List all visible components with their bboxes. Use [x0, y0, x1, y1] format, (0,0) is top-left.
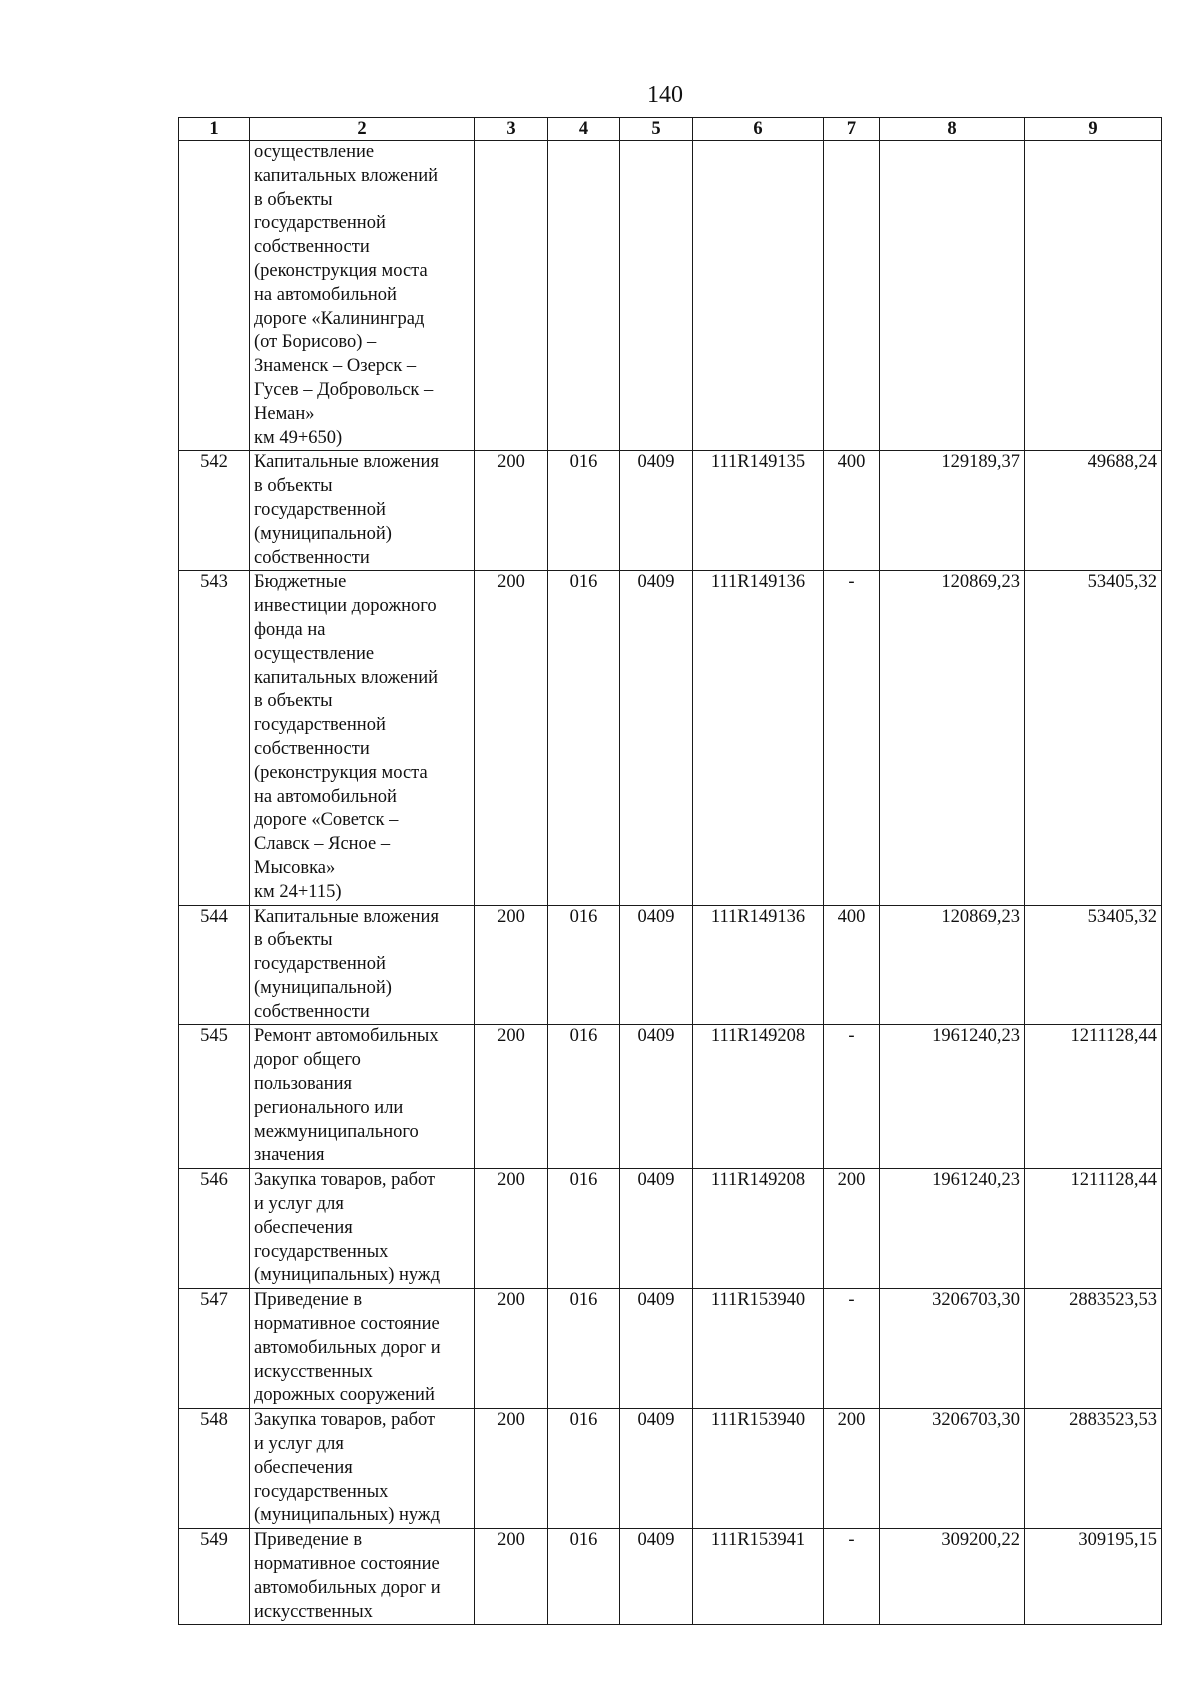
col-3-value: 200 — [475, 1409, 548, 1529]
row-name-line: капитальных вложений — [254, 667, 438, 688]
col-4-value: 016 — [548, 451, 620, 571]
col-6-value — [693, 141, 824, 451]
row-number: 549 — [179, 1529, 250, 1625]
col-5-value: 0409 — [620, 1025, 693, 1169]
col-6-value: 111R153940 — [693, 1409, 824, 1529]
col-6-value: 111R149208 — [693, 1025, 824, 1169]
row-name-line: в объекты — [254, 930, 333, 951]
row-name-line: осуществление — [254, 142, 375, 162]
table-header — [179, 118, 1162, 141]
row-name-line: государственной — [254, 499, 386, 520]
row-name-line: (реконструкция моста — [254, 762, 428, 783]
row-name-line: автомобильных дорог и — [254, 1337, 441, 1358]
col-3-value — [475, 141, 548, 451]
row-name-line: Капитальные вложения — [254, 452, 439, 473]
row-name — [250, 905, 475, 1025]
col-5-value: 0409 — [620, 451, 693, 571]
page-number: 140 — [647, 82, 683, 108]
table-row — [179, 1409, 1162, 1529]
row-number — [179, 141, 250, 451]
row-name-line: фонда на — [254, 619, 326, 640]
row-name-line: Приведение в — [254, 1290, 363, 1311]
table-row — [179, 571, 1162, 905]
header-col-6: 6 — [693, 118, 824, 141]
col-9-value: 1211128,44 — [1025, 1025, 1162, 1169]
col-8-value: 120869,23 — [880, 905, 1025, 1025]
row-name-line: значения — [254, 1145, 325, 1166]
row-name-line: пользования — [254, 1074, 353, 1095]
header-col-2: 2 — [250, 118, 475, 141]
col-7-value: 200 — [824, 1409, 880, 1529]
row-name-line: в объекты — [254, 189, 333, 210]
row-number: 546 — [179, 1169, 250, 1289]
col-9-value: 1211128,44 — [1025, 1169, 1162, 1289]
header-col-1: 1 — [179, 118, 250, 141]
row-name-line: и услуг для — [254, 1434, 344, 1455]
row-number: 547 — [179, 1289, 250, 1409]
row-name-line: искусственных — [254, 1601, 373, 1622]
row-name-line: нормативное состояние — [254, 1554, 440, 1575]
row-name-line: государственной — [254, 715, 386, 736]
row-name-line: Ремонт автомобильных — [254, 1026, 439, 1047]
col-3-value: 200 — [475, 905, 548, 1025]
col-4-value — [548, 141, 620, 451]
row-name-line: Знаменск – Озерск – — [254, 356, 417, 377]
col-9-value: 53405,32 — [1025, 571, 1162, 905]
row-name — [250, 141, 475, 451]
row-name-line: (от Борисово) – — [254, 332, 377, 353]
row-name-line: на автомобильной — [254, 786, 397, 807]
row-name-line: автомобильных дорог и — [254, 1577, 441, 1598]
col-3-value: 200 — [475, 451, 548, 571]
row-name — [250, 1025, 475, 1169]
header-col-9: 9 — [1025, 118, 1162, 141]
table-row — [179, 1289, 1162, 1409]
row-name-line: собственности — [254, 237, 370, 258]
row-name — [250, 451, 475, 571]
col-8-value — [880, 141, 1025, 451]
header-col-4: 4 — [548, 118, 620, 141]
row-name-line: Закупка товаров, работ — [254, 1410, 436, 1431]
col-8-value: 129189,37 — [880, 451, 1025, 571]
header-col-8: 8 — [880, 118, 1025, 141]
table-row — [179, 1529, 1162, 1625]
col-3-value: 200 — [475, 1289, 548, 1409]
col-6-value: 111R149136 — [693, 905, 824, 1025]
col-5-value — [620, 141, 693, 451]
col-3-value: 200 — [475, 1529, 548, 1625]
row-name-line: собственности — [254, 738, 370, 759]
col-8-value: 1961240,23 — [880, 1169, 1025, 1289]
row-name-line: Славск – Ясное – — [254, 834, 391, 855]
col-7-value: 200 — [824, 1169, 880, 1289]
row-name-line: в объекты — [254, 691, 333, 712]
col-4-value: 016 — [548, 1025, 620, 1169]
row-name-line: Закупка товаров, работ — [254, 1170, 436, 1191]
row-name — [250, 1529, 475, 1625]
col-4-value: 016 — [548, 1169, 620, 1289]
col-8-value: 309200,22 — [880, 1529, 1025, 1625]
table-row — [179, 1025, 1162, 1169]
row-name-line: межмуниципального — [254, 1121, 419, 1142]
row-name-line: дорожных сооружений — [254, 1385, 435, 1406]
col-7-value: - — [824, 1025, 880, 1169]
row-name-line: капитальных вложений — [254, 165, 438, 186]
col-5-value: 0409 — [620, 571, 693, 905]
col-5-value: 0409 — [620, 1289, 693, 1409]
budget-table — [178, 117, 1162, 1625]
col-4-value: 016 — [548, 571, 620, 905]
row-name-line: регионального или — [254, 1097, 404, 1118]
col-7-value: - — [824, 1529, 880, 1625]
row-name-line: км 24+115) — [254, 881, 342, 902]
col-6-value: 111R149208 — [693, 1169, 824, 1289]
col-6-value: 111R149135 — [693, 451, 824, 571]
row-name-line: собственности — [254, 1001, 370, 1022]
row-name-line: Неман» — [254, 403, 315, 424]
row-number: 543 — [179, 571, 250, 905]
row-name-line: государственной — [254, 954, 386, 975]
col-7-value: 400 — [824, 905, 880, 1025]
row-name-line: дороге «Советск – — [254, 810, 399, 831]
row-name-line: Приведение в — [254, 1530, 363, 1551]
table-body — [179, 141, 1162, 1625]
row-name-line: обеспечения — [254, 1457, 353, 1478]
col-3-value: 200 — [475, 571, 548, 905]
row-name-line: дорог общего — [254, 1050, 361, 1071]
row-name-line: Гусев – Добровольск – — [254, 379, 434, 400]
col-3-value: 200 — [475, 1025, 548, 1169]
row-number: 542 — [179, 451, 250, 571]
row-name-line: (муниципальных) нужд — [254, 1505, 441, 1526]
row-name-line: искусственных — [254, 1361, 373, 1382]
col-8-value: 120869,23 — [880, 571, 1025, 905]
row-name — [250, 1169, 475, 1289]
col-8-value: 3206703,30 — [880, 1289, 1025, 1409]
col-7-value: - — [824, 1289, 880, 1409]
col-4-value: 016 — [548, 1529, 620, 1625]
col-9-value: 53405,32 — [1025, 905, 1162, 1025]
row-name-line: государственных — [254, 1481, 389, 1502]
table-row — [179, 141, 1162, 451]
col-5-value: 0409 — [620, 1169, 693, 1289]
row-name-line: в объекты — [254, 476, 333, 497]
col-3-value: 200 — [475, 1169, 548, 1289]
col-9-value — [1025, 141, 1162, 451]
row-name-line: на автомобильной — [254, 284, 397, 305]
col-9-value: 309195,15 — [1025, 1529, 1162, 1625]
col-8-value: 3206703,30 — [880, 1409, 1025, 1529]
col-6-value: 111R153941 — [693, 1529, 824, 1625]
header-col-3: 3 — [475, 118, 548, 141]
row-name-line: дороге «Калининград — [254, 308, 425, 329]
row-number: 544 — [179, 905, 250, 1025]
col-4-value: 016 — [548, 1289, 620, 1409]
row-name-line: Мысовка» — [254, 857, 336, 878]
table-row — [179, 1169, 1162, 1289]
col-9-value: 49688,24 — [1025, 451, 1162, 571]
table-row — [179, 905, 1162, 1025]
col-7-value — [824, 141, 880, 451]
col-5-value: 0409 — [620, 905, 693, 1025]
table-row — [179, 451, 1162, 571]
row-number: 545 — [179, 1025, 250, 1169]
row-name-line: обеспечения — [254, 1217, 353, 1238]
header-row — [179, 118, 1162, 141]
row-name — [250, 571, 475, 905]
header-col-5: 5 — [620, 118, 693, 141]
col-4-value: 016 — [548, 1409, 620, 1529]
row-name-line: (муниципальной) — [254, 523, 392, 544]
row-name-line: Капитальные вложения — [254, 906, 439, 927]
col-5-value: 0409 — [620, 1529, 693, 1625]
header-col-7: 7 — [824, 118, 880, 141]
row-name-line: и услуг для — [254, 1194, 344, 1215]
row-name — [250, 1289, 475, 1409]
row-name — [250, 1409, 475, 1529]
col-7-value: 400 — [824, 451, 880, 571]
col-9-value: 2883523,53 — [1025, 1289, 1162, 1409]
row-name-line: инвестиции дорожного — [254, 596, 437, 617]
col-9-value: 2883523,53 — [1025, 1409, 1162, 1529]
row-name-line: Бюджетные — [254, 572, 347, 593]
row-name-line: нормативное состояние — [254, 1314, 440, 1335]
col-6-value: 111R149136 — [693, 571, 824, 905]
row-name-line: км 49+650) — [254, 427, 343, 448]
row-name-line: государственных — [254, 1241, 389, 1262]
row-number: 548 — [179, 1409, 250, 1529]
col-8-value: 1961240,23 — [880, 1025, 1025, 1169]
col-4-value: 016 — [548, 905, 620, 1025]
col-7-value: - — [824, 571, 880, 905]
row-name-line: (реконструкция моста — [254, 260, 428, 281]
row-name-line: (муниципальной) — [254, 977, 392, 998]
row-name-line: осуществление — [254, 643, 375, 664]
row-name-line: (муниципальных) нужд — [254, 1265, 441, 1286]
row-name-line: собственности — [254, 547, 370, 568]
col-6-value: 111R153940 — [693, 1289, 824, 1409]
row-name-line: государственной — [254, 213, 386, 234]
col-5-value: 0409 — [620, 1409, 693, 1529]
